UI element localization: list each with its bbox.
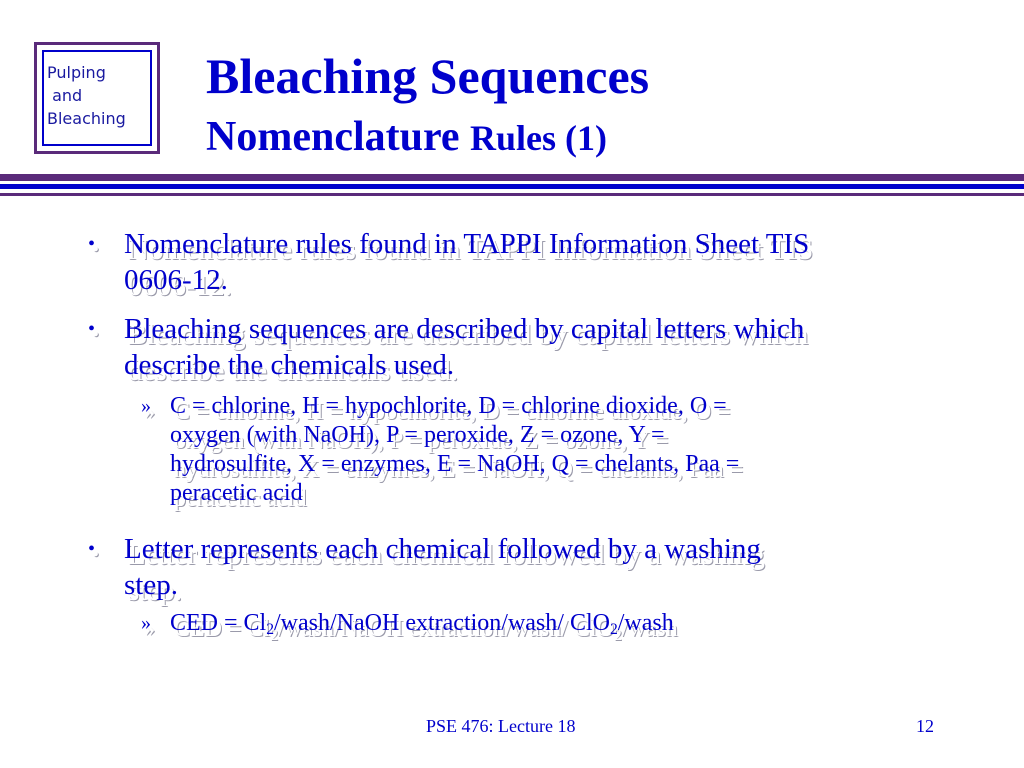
bullet-2-line-2: describe the chemicals used. <box>124 349 455 381</box>
bullet-1-line-2: 0606-12. <box>124 264 228 296</box>
bullet-1-line-1: Nomenclature rules found in TAPPI Information Sheet TIS <box>124 228 810 260</box>
footer-page-number: 12 <box>916 716 934 736</box>
sequence-subscript-2: 2 <box>609 620 618 638</box>
divider-line-3 <box>0 193 1024 196</box>
subtitle-part-2: Rules (1) <box>470 118 607 158</box>
bullet-2-line-1: Bleaching sequences are described by capital letters which <box>124 313 805 345</box>
slide-title: Bleaching Sequences <box>206 48 650 104</box>
bullet-3-line-2: step. <box>124 569 178 601</box>
sub-bullet-line-2: oxygen (with NaOH), P = peroxide, Z = ozone, Y = <box>170 422 665 448</box>
slide-subtitle <box>206 112 607 163</box>
divider-line-1 <box>0 174 1024 181</box>
sub-bullet-line-4: peracetic acid <box>170 480 303 506</box>
sequence-part-2: /wash/NaOH extraction/wash/ ClO <box>274 610 610 636</box>
logo-line-1: Pulping <box>47 63 106 82</box>
divider-line-2 <box>0 184 1024 189</box>
logo-line-2: and <box>47 86 83 105</box>
sequence-subscript-1: 2 <box>266 620 275 638</box>
bullet-marker: • <box>88 233 96 255</box>
sub-bullet-marker: » <box>141 612 151 634</box>
sub-bullet-marker: » <box>141 395 151 417</box>
sequence-part-1: CED = Cl <box>170 610 267 636</box>
footer-lecture: PSE 476: Lecture 18 <box>426 716 576 736</box>
sequence-part-3: /wash <box>617 610 674 636</box>
bullet-marker: • <box>88 538 96 560</box>
sub-bullet-line-1: C = chlorine, H = hypochlorite, D = chlorine dioxide, O = <box>170 393 727 419</box>
logo-text <box>47 61 126 130</box>
subtitle-part-1: Nomenclature <box>206 114 470 160</box>
sequence-example-text <box>170 609 674 638</box>
bullet-marker: • <box>88 318 96 340</box>
bullet-3-line-1: Letter represents each chemical followed by a washing <box>124 533 761 565</box>
logo <box>34 42 160 154</box>
logo-line-3: Bleaching <box>47 109 126 128</box>
sub-bullet-line-3: hydrosulfite, X = enzymes, E = NaOH, Q = chelants, Paa = <box>170 451 740 477</box>
